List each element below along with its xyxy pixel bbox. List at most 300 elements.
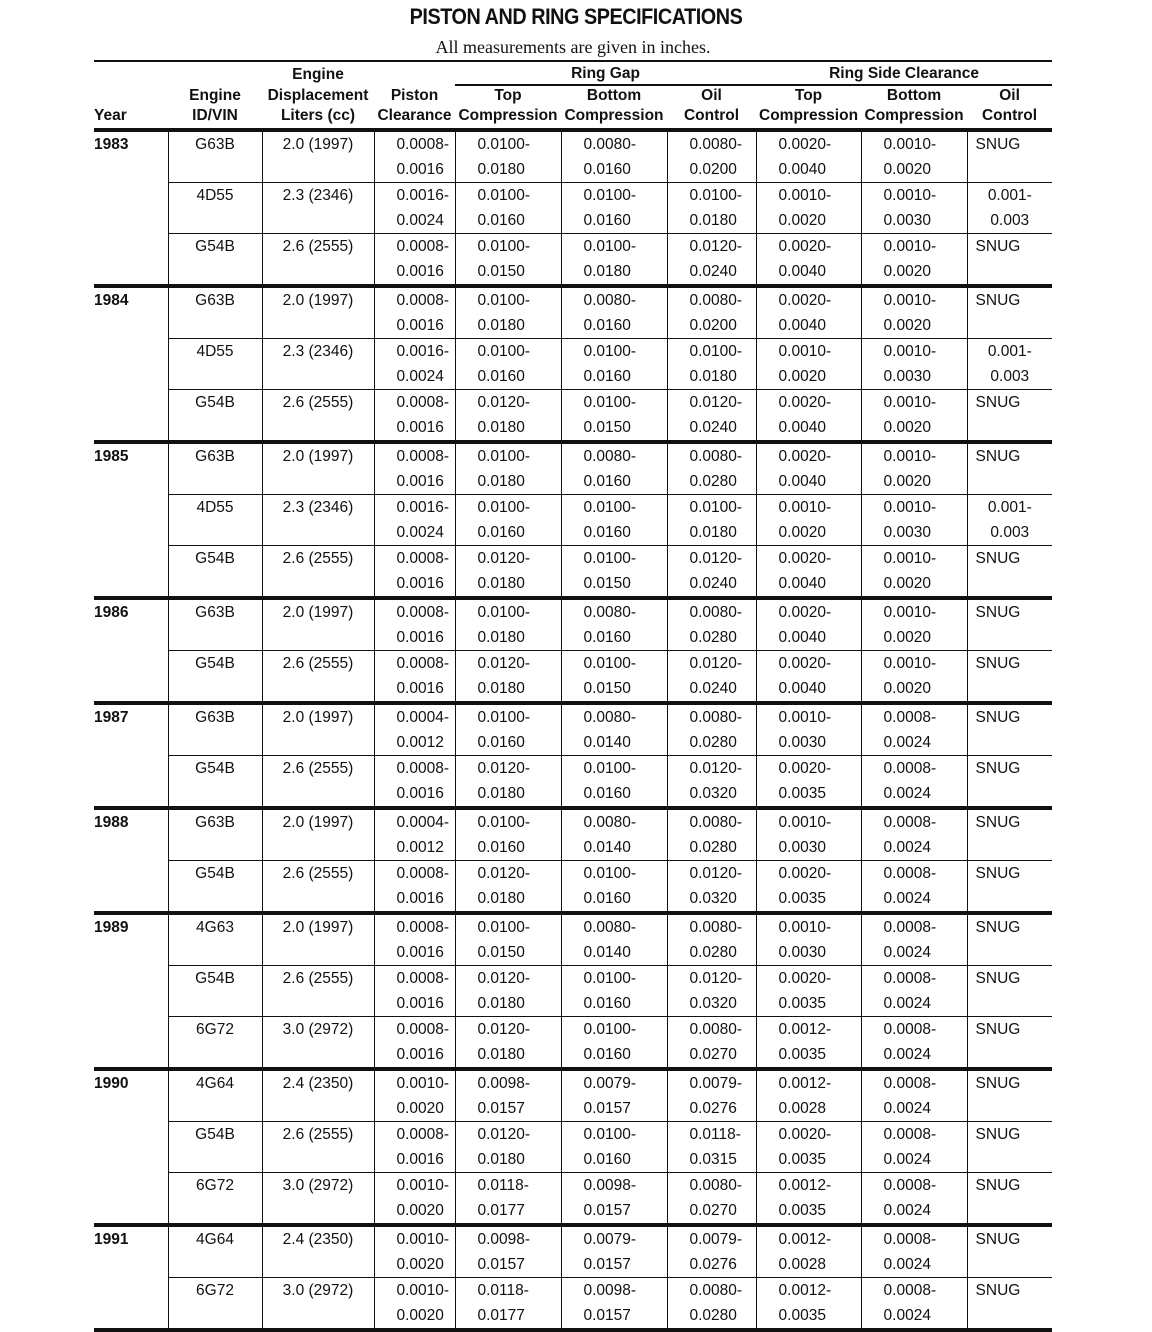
ring-gap-bottom-cell: 0.0100- (561, 861, 667, 887)
displacement-cell (262, 208, 374, 234)
side-clearance-bottom-cell: 0.0008- (861, 1069, 967, 1096)
year-cell (94, 571, 168, 598)
side-clearance-oil-cell (967, 886, 1052, 913)
ring-gap-top-cell: 0.0118- (455, 1278, 561, 1304)
piston-clearance-cell: 0.0016 (374, 940, 455, 966)
table-row (94, 1303, 1052, 1330)
side-clearance-bottom-cell: 0.0024 (861, 1147, 967, 1173)
side-clearance-bottom-cell: 0.0008- (861, 966, 967, 992)
table-row (94, 651, 1052, 677)
ring-gap-top-cell: 0.0180 (455, 469, 561, 495)
piston-clearance-cell: 0.0012 (374, 835, 455, 861)
ring-gap-bottom-cell: 0.0098- (561, 1278, 667, 1304)
engine-id-cell (168, 1042, 262, 1069)
piston-clearance-cell: 0.0008- (374, 598, 455, 625)
table-row (94, 130, 1052, 157)
engine-id-cell: G54B (168, 234, 262, 260)
engine-id-cell (168, 208, 262, 234)
ring-gap-oil-cell: 0.0240 (667, 676, 756, 703)
ring-gap-oil-cell: 0.0080- (667, 913, 756, 940)
side-clearance-bottom-cell: 0.0024 (861, 886, 967, 913)
ring-gap-bottom-cell: 0.0100- (561, 966, 667, 992)
side-clearance-top-cell: 0.0020 (756, 364, 861, 390)
ring-gap-bottom-cell: 0.0160 (561, 364, 667, 390)
table-row (94, 676, 1052, 703)
side-clearance-oil-cell (967, 313, 1052, 339)
side-clearance-oil-cell: SNUG (967, 390, 1052, 416)
ring-gap-top-cell: 0.0180 (455, 625, 561, 651)
table-row (94, 286, 1052, 313)
year-cell (94, 390, 168, 416)
table-row (94, 208, 1052, 234)
side-clearance-top-cell: 0.0020- (756, 130, 861, 157)
piston-clearance-cell: 0.0024 (374, 520, 455, 546)
engine-id-cell: 6G72 (168, 1173, 262, 1199)
ring-gap-oil-cell: 0.0079- (667, 1225, 756, 1252)
ring-gap-oil-cell: 0.0180 (667, 364, 756, 390)
displacement-cell: 2.0 (1997) (262, 286, 374, 313)
engine-id-cell: G54B (168, 861, 262, 887)
side-clearance-oil-cell: SNUG (967, 756, 1052, 782)
piston-clearance-cell: 0.0020 (374, 1096, 455, 1122)
side-clearance-oil-cell: SNUG (967, 703, 1052, 730)
table-row (94, 1147, 1052, 1173)
side-clearance-oil-cell (967, 991, 1052, 1017)
ring-gap-top-cell: 0.0118- (455, 1173, 561, 1199)
displacement-cell: 2.0 (1997) (262, 442, 374, 469)
engine-id-cell: 4G64 (168, 1225, 262, 1252)
ring-gap-bottom-cell: 0.0157 (561, 1096, 667, 1122)
piston-clearance-cell: 0.0016 (374, 571, 455, 598)
side-clearance-oil-cell (967, 469, 1052, 495)
engine-id-cell (168, 940, 262, 966)
ring-gap-top-cell: 0.0180 (455, 1042, 561, 1069)
year-cell (94, 1252, 168, 1278)
displacement-cell (262, 730, 374, 756)
ring-gap-bottom-cell: 0.0160 (561, 625, 667, 651)
year-cell (94, 234, 168, 260)
displacement-cell: 2.6 (2555) (262, 390, 374, 416)
side-clearance-bottom-cell: 0.0008- (861, 1225, 967, 1252)
ring-gap-oil-cell: 0.0080- (667, 1278, 756, 1304)
side-clearance-bottom-cell: 0.0008- (861, 756, 967, 782)
ring-gap-oil-cell: 0.0200 (667, 157, 756, 183)
side-clearance-top-cell: 0.0040 (756, 676, 861, 703)
side-clearance-bottom-cell: 0.0010- (861, 442, 967, 469)
side-clearance-bottom-cell: 0.0010- (861, 234, 967, 260)
side-clearance-oil-cell: SNUG (967, 130, 1052, 157)
side-clearance-top-cell: 0.0040 (756, 625, 861, 651)
side-clearance-top-cell: 0.0035 (756, 1303, 861, 1330)
ring-gap-bottom-cell: 0.0080- (561, 442, 667, 469)
ring-gap-oil-cell: 0.0180 (667, 520, 756, 546)
table-row (94, 1122, 1052, 1148)
piston-clearance-cell: 0.0016 (374, 991, 455, 1017)
side-clearance-top-cell: 0.0035 (756, 1147, 861, 1173)
piston-clearance-cell: 0.0010- (374, 1173, 455, 1199)
table-row (94, 495, 1052, 521)
side-clearance-oil-cell (967, 781, 1052, 808)
year-cell: 1984 (94, 286, 168, 313)
year-cell: 1991 (94, 1225, 168, 1252)
ring-gap-top-cell: 0.0120- (455, 651, 561, 677)
engine-id-cell (168, 1096, 262, 1122)
year-cell: 1986 (94, 598, 168, 625)
piston-clearance-cell: 0.0004- (374, 808, 455, 835)
ring-gap-top-cell: 0.0180 (455, 781, 561, 808)
side-clearance-bottom-cell: 0.0020 (861, 625, 967, 651)
ring-gap-oil-cell: 0.0240 (667, 571, 756, 598)
ring-gap-oil-cell: 0.0276 (667, 1252, 756, 1278)
ring-gap-top-cell: 0.0150 (455, 259, 561, 286)
engine-id-cell: G54B (168, 966, 262, 992)
side-clearance-oil-cell (967, 940, 1052, 966)
header-rg-bottom: Bottom (586, 87, 642, 104)
displacement-cell: 2.6 (2555) (262, 756, 374, 782)
ring-gap-oil-cell: 0.0079- (667, 1069, 756, 1096)
side-clearance-bottom-cell: 0.0010- (861, 546, 967, 572)
ring-gap-bottom-cell: 0.0140 (561, 940, 667, 966)
engine-id-cell: G54B (168, 756, 262, 782)
piston-clearance-cell: 0.0008- (374, 913, 455, 940)
engine-id-cell (168, 520, 262, 546)
side-clearance-top-cell: 0.0028 (756, 1096, 861, 1122)
table-row (94, 571, 1052, 598)
header-displacement: Displacement (267, 87, 369, 104)
side-clearance-bottom-cell: 0.0024 (861, 781, 967, 808)
side-clearance-top-cell: 0.0010- (756, 339, 861, 365)
displacement-cell: 2.4 (2350) (262, 1225, 374, 1252)
side-clearance-bottom-cell: 0.0008- (861, 861, 967, 887)
header-engine-id: Engine (189, 87, 241, 104)
side-clearance-top-cell: 0.0020- (756, 286, 861, 313)
ring-gap-bottom-cell: 0.0160 (561, 520, 667, 546)
side-clearance-top-cell: 0.0020- (756, 234, 861, 260)
engine-id-cell (168, 415, 262, 442)
ring-gap-oil-cell: 0.0280 (667, 1303, 756, 1330)
piston-clearance-cell: 0.0016 (374, 259, 455, 286)
side-clearance-top-cell: 0.0010- (756, 183, 861, 209)
engine-id-cell: 4G64 (168, 1069, 262, 1096)
side-clearance-bottom-cell: 0.0024 (861, 1198, 967, 1225)
ring-gap-oil-cell: 0.0120- (667, 651, 756, 677)
engine-id-cell (168, 1303, 262, 1330)
ring-gap-bottom-cell: 0.0100- (561, 651, 667, 677)
side-clearance-bottom-cell: 0.0010- (861, 651, 967, 677)
table-row (94, 390, 1052, 416)
ring-gap-top-cell: 0.0180 (455, 991, 561, 1017)
table-row (94, 442, 1052, 469)
side-clearance-top-cell: 0.0020- (756, 442, 861, 469)
table-row (94, 183, 1052, 209)
ring-gap-top-cell: 0.0160 (455, 364, 561, 390)
ring-gap-bottom-cell: 0.0160 (561, 157, 667, 183)
displacement-cell (262, 835, 374, 861)
ring-gap-bottom-cell: 0.0100- (561, 390, 667, 416)
header-rg-oil: Oil (701, 87, 722, 104)
ring-gap-top-cell: 0.0120- (455, 756, 561, 782)
piston-clearance-cell: 0.0020 (374, 1198, 455, 1225)
year-cell (94, 835, 168, 861)
side-clearance-bottom-cell: 0.0020 (861, 571, 967, 598)
ring-gap-top-cell: 0.0098- (455, 1069, 561, 1096)
displacement-cell: 2.3 (2346) (262, 339, 374, 365)
ring-gap-oil-cell: 0.0276 (667, 1096, 756, 1122)
side-clearance-oil-cell: SNUG (967, 1122, 1052, 1148)
ring-gap-bottom-cell: 0.0100- (561, 183, 667, 209)
engine-id-cell (168, 625, 262, 651)
ring-gap-top-cell: 0.0157 (455, 1096, 561, 1122)
side-clearance-oil-cell: SNUG (967, 651, 1052, 677)
side-clearance-top-cell: 0.0010- (756, 808, 861, 835)
year-cell (94, 495, 168, 521)
ring-gap-oil-cell: 0.0080- (667, 1017, 756, 1043)
side-clearance-top-cell: 0.0020- (756, 756, 861, 782)
displacement-cell (262, 469, 374, 495)
table-row (94, 940, 1052, 966)
engine-id-cell: 4D55 (168, 495, 262, 521)
side-clearance-top-cell: 0.0030 (756, 940, 861, 966)
side-clearance-top-cell: 0.0012- (756, 1069, 861, 1096)
header-rg-oil-2: Control (683, 107, 740, 124)
side-clearance-bottom-cell: 0.0008- (861, 1278, 967, 1304)
side-clearance-bottom-cell: 0.0024 (861, 1096, 967, 1122)
ring-gap-top-cell: 0.0180 (455, 676, 561, 703)
year-cell (94, 756, 168, 782)
piston-clearance-cell: 0.0016 (374, 886, 455, 913)
header-rs-top-2: Compression (759, 107, 859, 124)
piston-clearance-cell: 0.0016 (374, 1042, 455, 1069)
side-clearance-top-cell: 0.0020 (756, 208, 861, 234)
ring-gap-oil-cell: 0.0120- (667, 966, 756, 992)
ring-gap-top-cell: 0.0100- (455, 130, 561, 157)
displacement-cell: 2.6 (2555) (262, 861, 374, 887)
displacement-cell (262, 1096, 374, 1122)
engine-id-cell: G63B (168, 442, 262, 469)
ring-gap-top-cell: 0.0180 (455, 886, 561, 913)
ring-gap-bottom-cell: 0.0100- (561, 1122, 667, 1148)
ring-gap-oil-cell: 0.0080- (667, 442, 756, 469)
ring-gap-top-cell: 0.0100- (455, 234, 561, 260)
side-clearance-top-cell: 0.0020- (756, 1122, 861, 1148)
table-row (94, 469, 1052, 495)
piston-clearance-cell: 0.0024 (374, 208, 455, 234)
table-row (94, 339, 1052, 365)
engine-id-cell (168, 313, 262, 339)
displacement-cell: 2.0 (1997) (262, 130, 374, 157)
side-clearance-bottom-cell: 0.0030 (861, 520, 967, 546)
year-cell (94, 183, 168, 209)
engine-id-cell (168, 730, 262, 756)
ring-gap-oil-cell: 0.0180 (667, 208, 756, 234)
ring-gap-top-cell: 0.0120- (455, 1122, 561, 1148)
engine-id-cell: G54B (168, 651, 262, 677)
ring-gap-oil-cell: 0.0080- (667, 130, 756, 157)
ring-gap-bottom-cell: 0.0098- (561, 1173, 667, 1199)
ring-gap-top-cell: 0.0100- (455, 495, 561, 521)
side-clearance-oil-cell (967, 415, 1052, 442)
engine-id-cell (168, 835, 262, 861)
ring-gap-bottom-cell: 0.0080- (561, 703, 667, 730)
ring-gap-top-cell: 0.0160 (455, 208, 561, 234)
displacement-cell: 2.3 (2346) (262, 495, 374, 521)
year-cell (94, 520, 168, 546)
piston-clearance-cell: 0.0016 (374, 313, 455, 339)
ring-gap-bottom-cell: 0.0160 (561, 313, 667, 339)
displacement-cell (262, 157, 374, 183)
side-clearance-bottom-cell: 0.0024 (861, 835, 967, 861)
side-clearance-oil-cell (967, 157, 1052, 183)
displacement-cell: 2.6 (2555) (262, 234, 374, 260)
ring-gap-bottom-cell: 0.0080- (561, 286, 667, 313)
year-cell (94, 1096, 168, 1122)
engine-id-cell: G63B (168, 703, 262, 730)
ring-gap-top-cell: 0.0180 (455, 415, 561, 442)
piston-clearance-cell: 0.0016 (374, 469, 455, 495)
side-clearance-bottom-cell: 0.0030 (861, 208, 967, 234)
ring-gap-top-cell: 0.0180 (455, 313, 561, 339)
ring-gap-top-cell: 0.0180 (455, 1147, 561, 1173)
side-clearance-oil-cell: SNUG (967, 598, 1052, 625)
piston-clearance-cell: 0.0016 (374, 415, 455, 442)
ring-gap-bottom-cell: 0.0100- (561, 339, 667, 365)
side-clearance-top-cell: 0.0040 (756, 469, 861, 495)
table-row (94, 730, 1052, 756)
header-rs-bottom-2: Compression (864, 107, 964, 124)
table-row (94, 781, 1052, 808)
side-clearance-top-cell: 0.0010- (756, 913, 861, 940)
ring-gap-bottom-cell: 0.0080- (561, 598, 667, 625)
displacement-cell: 3.0 (2972) (262, 1173, 374, 1199)
piston-clearance-cell: 0.0008- (374, 286, 455, 313)
ring-gap-top-cell: 0.0160 (455, 730, 561, 756)
table-row (94, 625, 1052, 651)
table-row (94, 1173, 1052, 1199)
displacement-cell (262, 415, 374, 442)
piston-clearance-cell: 0.0016 (374, 625, 455, 651)
table-row (94, 703, 1052, 730)
side-clearance-top-cell: 0.0012- (756, 1017, 861, 1043)
side-clearance-top-cell: 0.0012- (756, 1278, 861, 1304)
engine-id-cell (168, 886, 262, 913)
ring-gap-top-cell: 0.0120- (455, 966, 561, 992)
year-cell: 1983 (94, 136, 129, 153)
engine-id-cell: G54B (168, 1122, 262, 1148)
table-row (94, 1042, 1052, 1069)
displacement-cell (262, 313, 374, 339)
year-cell (94, 546, 168, 572)
year-cell (94, 1198, 168, 1225)
displacement-cell (262, 364, 374, 390)
ring-gap-top-cell: 0.0098- (455, 1225, 561, 1252)
year-cell (94, 208, 168, 234)
table-header (94, 61, 1052, 130)
piston-clearance-cell: 0.0012 (374, 730, 455, 756)
side-clearance-oil-cell (967, 1198, 1052, 1225)
year-cell (94, 1303, 168, 1330)
side-clearance-top-cell: 0.0030 (756, 730, 861, 756)
side-clearance-oil-cell: SNUG (967, 861, 1052, 887)
piston-clearance-cell: 0.0004- (374, 703, 455, 730)
engine-id-cell (168, 781, 262, 808)
side-clearance-bottom-cell: 0.0008- (861, 1122, 967, 1148)
displacement-cell (262, 940, 374, 966)
side-clearance-oil-cell: SNUG (967, 1173, 1052, 1199)
piston-clearance-cell: 0.0008- (374, 546, 455, 572)
ring-gap-top-cell: 0.0120- (455, 390, 561, 416)
side-clearance-bottom-cell: 0.0020 (861, 676, 967, 703)
table-row (94, 313, 1052, 339)
piston-clearance-cell: 0.0010- (374, 1225, 455, 1252)
piston-clearance-cell: 0.0008- (374, 1122, 455, 1148)
ring-gap-oil-cell: 0.0100- (667, 339, 756, 365)
side-clearance-bottom-cell: 0.0020 (861, 259, 967, 286)
ring-gap-bottom-cell: 0.0160 (561, 781, 667, 808)
table-row (94, 756, 1052, 782)
ring-gap-oil-cell: 0.0120- (667, 234, 756, 260)
displacement-cell: 2.4 (2350) (262, 1069, 374, 1096)
piston-clearance-cell: 0.0016- (374, 339, 455, 365)
displacement-cell (262, 1252, 374, 1278)
ring-gap-oil-cell: 0.0118- (667, 1122, 756, 1148)
ring-gap-bottom-cell: 0.0100- (561, 495, 667, 521)
piston-clearance-cell: 0.0020 (374, 1252, 455, 1278)
side-clearance-bottom-cell: 0.0008- (861, 1017, 967, 1043)
table-row (94, 157, 1052, 183)
side-clearance-bottom-cell: 0.0024 (861, 730, 967, 756)
piston-clearance-cell: 0.0008- (374, 234, 455, 260)
displacement-cell (262, 1303, 374, 1330)
table-row (94, 991, 1052, 1017)
ring-gap-oil-cell: 0.0080- (667, 703, 756, 730)
side-clearance-oil-cell: SNUG (967, 286, 1052, 313)
ring-gap-bottom-cell: 0.0150 (561, 415, 667, 442)
year-cell (94, 625, 168, 651)
ring-gap-bottom-cell: 0.0150 (561, 676, 667, 703)
year-cell (94, 1017, 168, 1043)
engine-id-cell: G63B (168, 598, 262, 625)
side-clearance-bottom-cell: 0.0024 (861, 1303, 967, 1330)
ring-gap-oil-cell: 0.0320 (667, 991, 756, 1017)
side-clearance-bottom-cell: 0.0010- (861, 183, 967, 209)
side-clearance-bottom-cell: 0.0030 (861, 364, 967, 390)
side-clearance-top-cell: 0.0040 (756, 259, 861, 286)
ring-gap-bottom-cell: 0.0100- (561, 546, 667, 572)
year-cell (94, 1122, 168, 1148)
displacement-cell: 2.6 (2555) (262, 546, 374, 572)
table-row (94, 415, 1052, 442)
piston-clearance-cell: 0.0008- (374, 390, 455, 416)
ring-gap-bottom-cell: 0.0160 (561, 991, 667, 1017)
displacement-cell: 2.3 (2346) (262, 183, 374, 209)
ring-gap-bottom-cell: 0.0180 (561, 259, 667, 286)
displacement-cell (262, 886, 374, 913)
displacement-cell: 3.0 (2972) (262, 1017, 374, 1043)
side-clearance-oil-cell: 0.003 (967, 520, 1052, 546)
engine-id-cell (168, 1198, 262, 1225)
header-ring-side-clearance-group: Ring Side Clearance (756, 61, 1052, 85)
side-clearance-top-cell: 0.0020- (756, 390, 861, 416)
ring-gap-top-cell: 0.0157 (455, 1252, 561, 1278)
year-cell (94, 1173, 168, 1199)
year-cell (94, 364, 168, 390)
side-clearance-oil-cell (967, 1303, 1052, 1330)
table-row (94, 1278, 1052, 1304)
header-displacement-2: Liters (cc) (280, 107, 356, 124)
side-clearance-oil-cell (967, 730, 1052, 756)
piston-clearance-cell: 0.0016 (374, 1147, 455, 1173)
side-clearance-top-cell: 0.0020- (756, 861, 861, 887)
